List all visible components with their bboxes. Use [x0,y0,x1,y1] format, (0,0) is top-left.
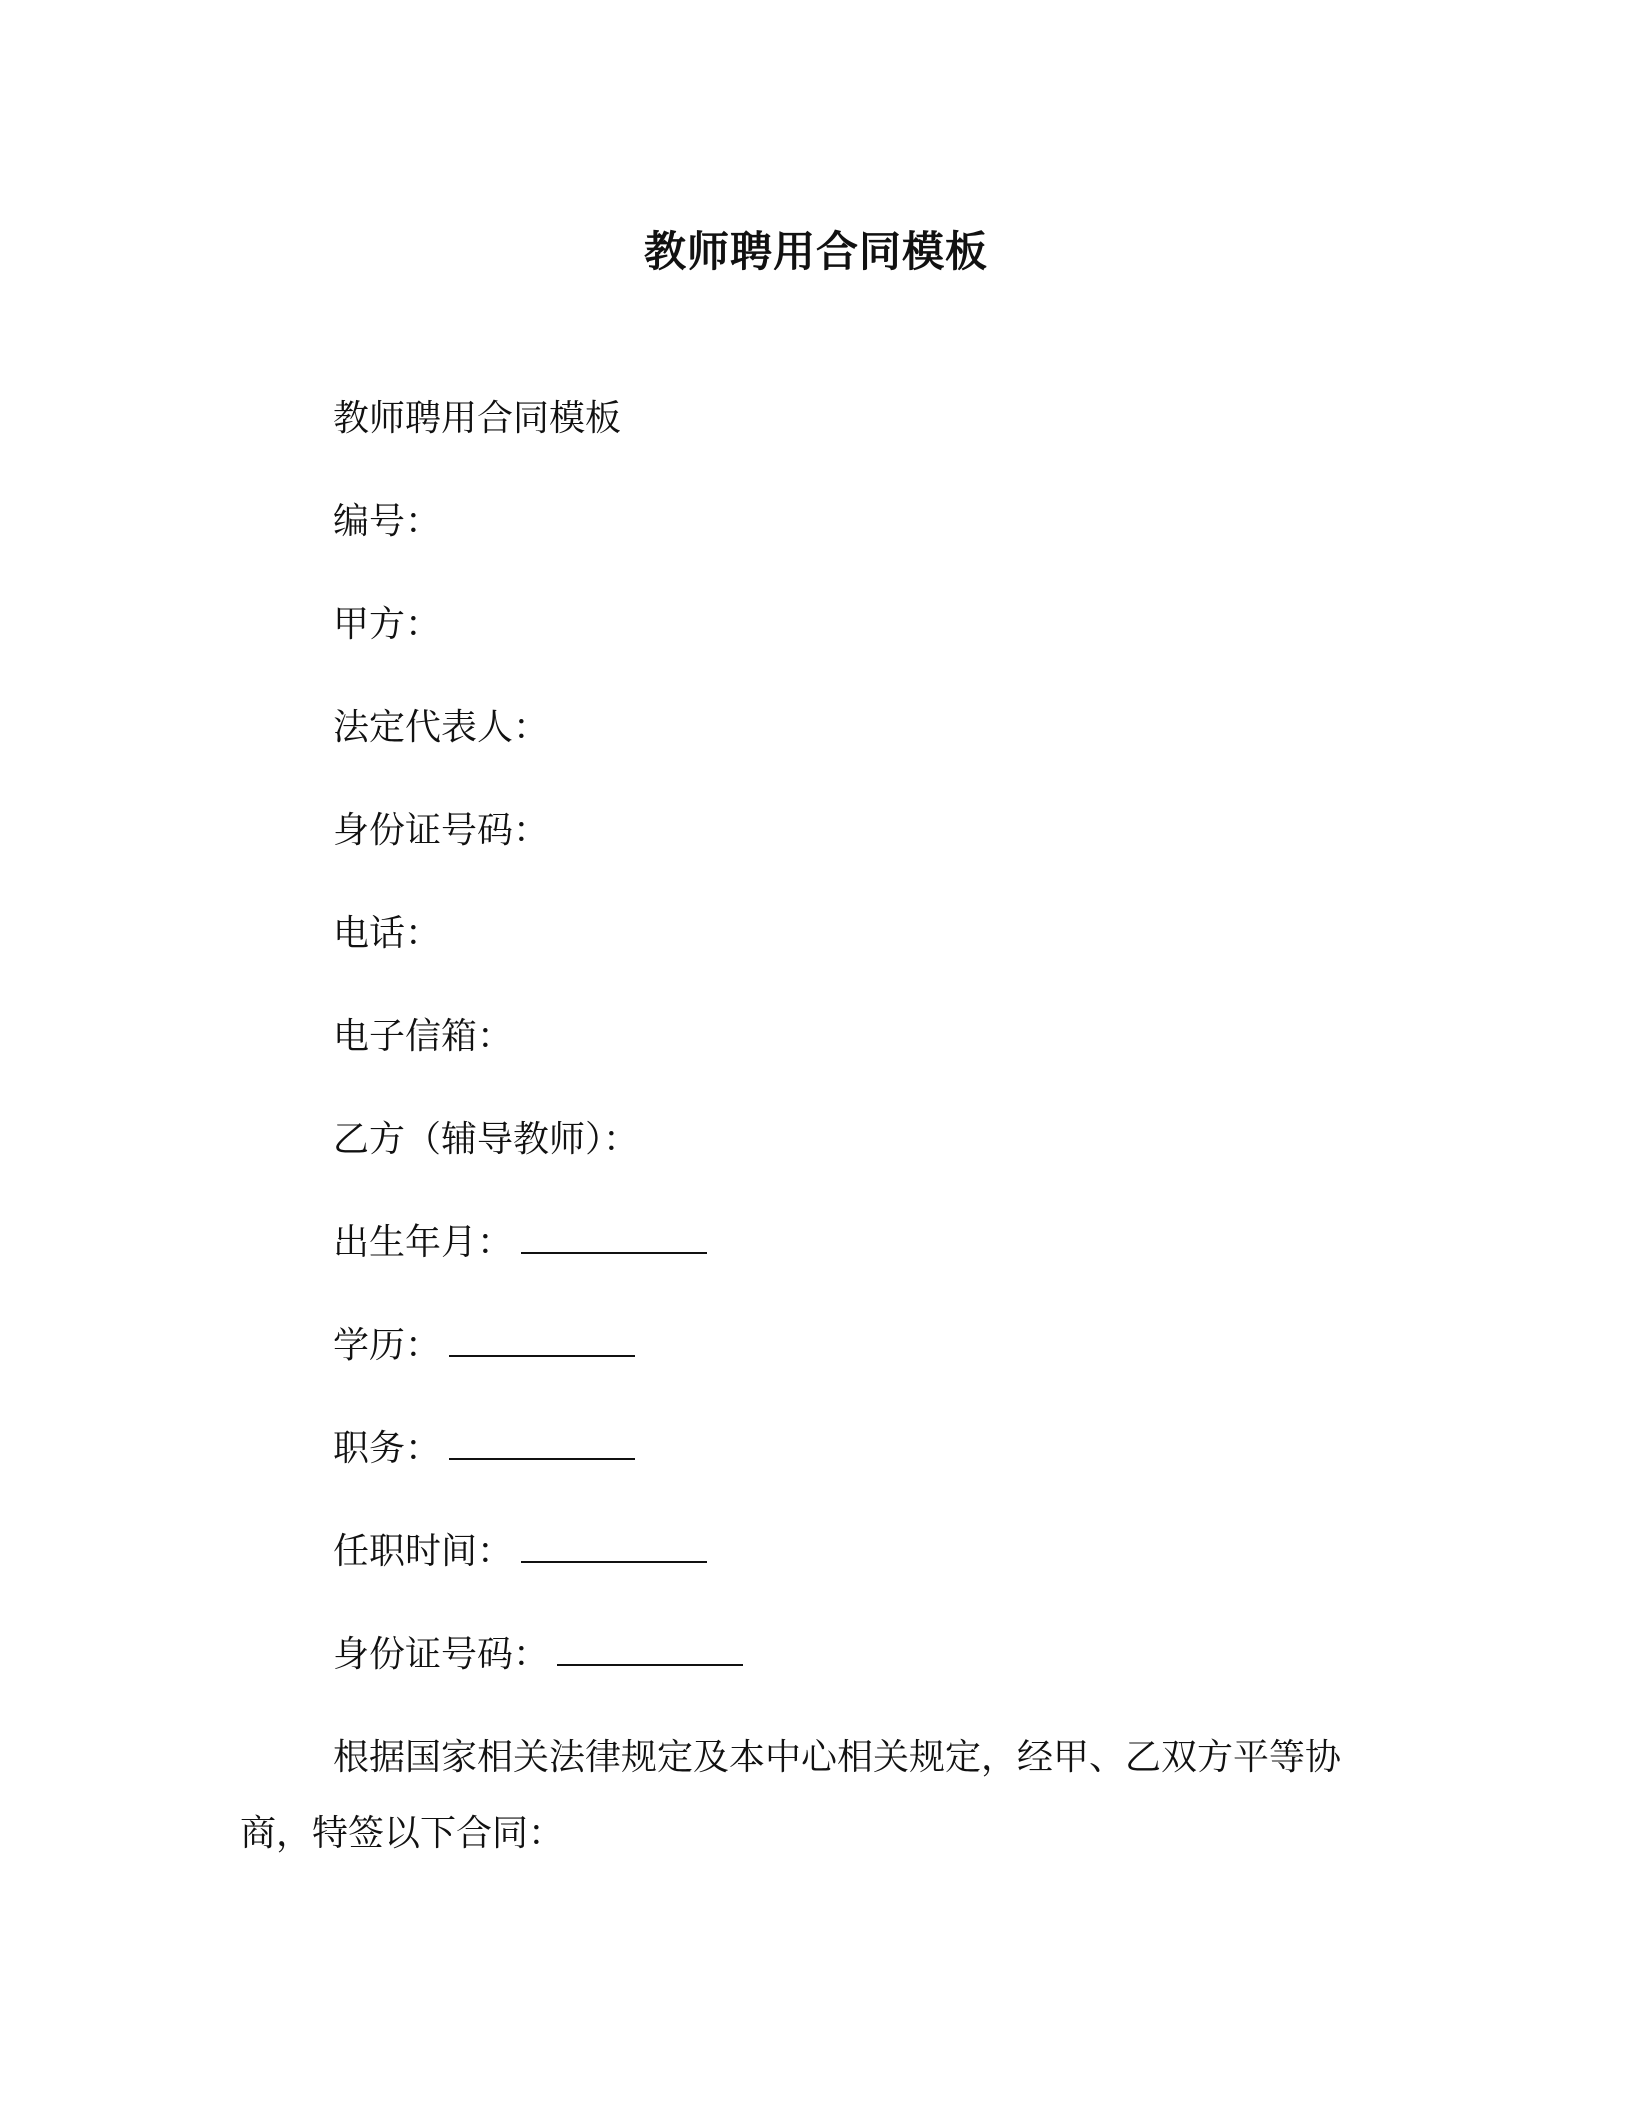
field-label: 出生年月： [333,1222,514,1263]
field-label: 身份证号码： [333,1634,550,1675]
field-label: 乙方（辅导教师）： [333,1119,640,1160]
field-label: 电话： [333,913,442,954]
field-label: 身份证号码： [333,810,550,851]
body-paragraph: 根据国家相关法律规定及本中心相关规定，经甲、乙双方平等协商，特签以下合同： [240,1737,1342,1854]
field-label: 编号： [333,501,442,542]
field-serial-number [333,497,441,547]
field-party-b [333,1115,639,1165]
blank-line [449,1321,635,1357]
field-label: 甲方： [333,604,442,645]
field-party-a [333,600,441,650]
field-legal-representative [333,703,549,753]
field-id-number-a [333,806,549,856]
field-phone [333,909,441,959]
blank-line [521,1527,707,1563]
field-birth-date [333,1218,707,1268]
field-label: 电子信箱： [333,1016,514,1057]
blank-line [521,1218,707,1254]
field-email [333,1012,513,1062]
field-label: 法定代表人： [333,707,550,748]
field-tenure [333,1527,707,1577]
field-position [333,1424,635,1474]
field-education [333,1321,635,1371]
document-title: 教师聘用合同模板 [643,227,988,276]
field-id-number-b [333,1630,743,1680]
field-label: 职务： [333,1428,442,1469]
subtitle: 教师聘用合同模板 [333,398,622,439]
blank-line [557,1630,743,1666]
field-label: 学历： [333,1325,442,1366]
field-label: 任职时间： [333,1531,514,1572]
blank-line [449,1424,635,1460]
